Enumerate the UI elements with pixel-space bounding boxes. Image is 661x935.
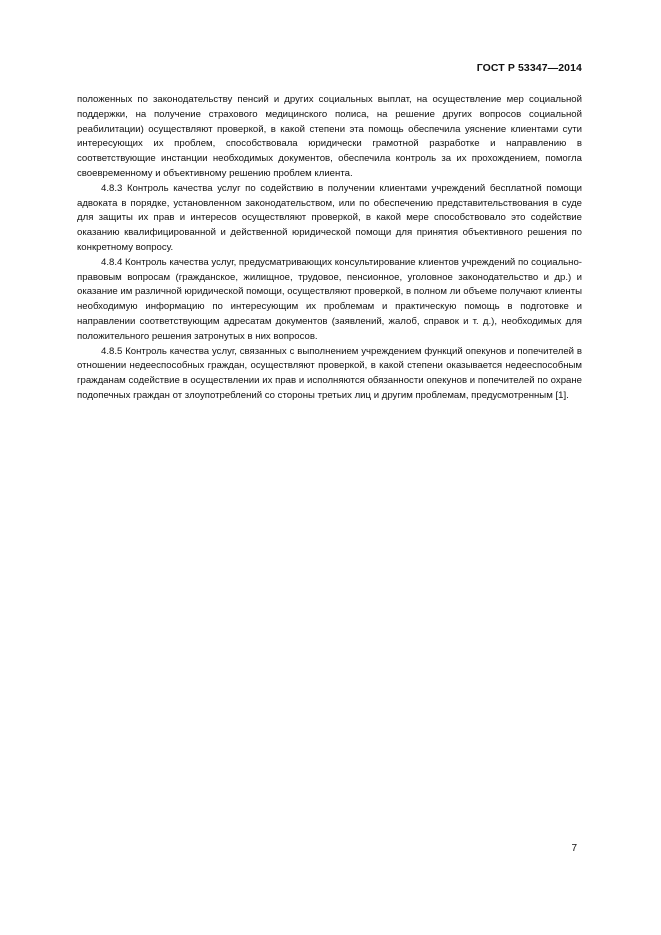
paragraph-4-8-3: 4.8.3 Контроль качества услуг по содействию в получении клиентами учреждений бесплатной помощи адвоката в порядке, установленном законодательством, или по обеспечению представительствования в суде для защиты их прав и интересов осуществляют проверкой, в какой мере способствовало это содействие оказанию квалифицированной и действенной юридической помощи для принятия объективного решения по конкретному вопросу. <box>77 182 582 253</box>
body-text <box>77 93 582 404</box>
document-code-header: ГОСТ Р 53347—2014 <box>476 62 582 74</box>
page-number: 7 <box>571 843 577 854</box>
paragraph-4-8-4: 4.8.4 Контроль качества услуг, предусматривающих консультирование клиентов учреждений по социально-правовым вопросам (гражданское, жилищное, трудовое, пенсионное, уголовное законодательство и др.) и оказание им различной юридической помощи, осуществляют проверкой, в полном ли объеме получают клиенты необходимую информацию по интересующим их проблемам и практическую помощь в подготовке и направлении соответствующим адресатам документов (заявлений, жалоб, справок и т. д.), необходимых для положительного решения затронутых в них вопросов. <box>77 256 583 342</box>
paragraph-continuation: положенных по законодательству пенсий и других социальных выплат, на осуществление мер социальной поддержки, на получение страхового медицинского полиса, на решение других вопросов социальной реабилитации) осуществляют проверкой, в какой степени эта помощь обеспечила уяснение клиентами сути интересующих их проблем, способствовала юридически грамотной разработке и направлению в соответствующие инстанции необходимых документов, обеспечила контроль за их прохождением, помогла своевременному и объективному решению проблем клиента. <box>77 94 582 179</box>
paragraph-4-8-5: 4.8.5 Контроль качества услуг, связанных с выполнением учреждением функций опекунов и попечителей в отношении недееспособных граждан, осуществляют проверкой, в какой степени оказывается недееспособным гражданам содействие в осуществлении их прав и исполняются обязанности опекунов и попечителей по охране подопечных граждан от злоупотреблений со стороны третьих лиц и другим проблемам, предусмотренным [1]. <box>77 345 582 401</box>
